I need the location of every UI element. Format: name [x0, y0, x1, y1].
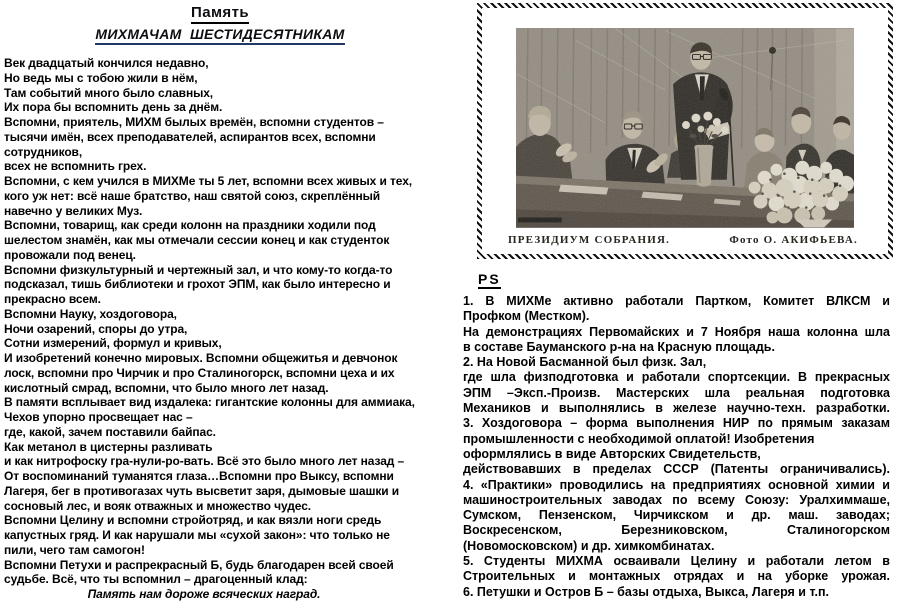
ps-line: (Новомосковском) и др. химкомбинатах.	[463, 538, 715, 553]
ps-line: Профком (Местком).	[463, 309, 590, 324]
poem-section	[4, 4, 474, 602]
ps-line: ЭПМ –Эксп.-Произв. Мастерских шла реальная подготовка	[463, 385, 890, 400]
poem-line: Век двадцатый кончился недавно,	[4, 56, 209, 70]
poem-line: прекрасно всем.	[4, 292, 101, 306]
photo-frame	[477, 3, 893, 259]
ps-line: Механиков и выполнялись в железе научно-техн. разработки.	[463, 401, 890, 416]
ps-line: 4. «Практики» проводились на предприятиях основной химии и	[463, 477, 890, 492]
poem-line: Вспомни Науку, хоздоговора,	[4, 306, 177, 321]
poem-line: тысячи имён, всех преподавателей, аспирантов всех, вспомни	[4, 129, 376, 144]
photo-caption: ПРЕЗИДИУМ СОБРАНИЯ.	[508, 234, 671, 246]
ps-line: Строительных и монтажных отрядах и на уборке урожая.	[463, 569, 890, 584]
ps-line: оформлялись в виде Авторских Свидетельств,	[463, 446, 761, 461]
poem-body	[4, 56, 474, 602]
poem-line: пили, чего там самогон!	[4, 542, 145, 557]
ps-line: 2. На Новой Басманной был физк. Зал,	[463, 355, 707, 370]
poem-line: Вспомни Целину и вспомни стройотряд, и как вязли ноги средь	[4, 513, 382, 528]
ps-line: промышленности с необходимой оплатой! Изобретения	[463, 431, 815, 446]
poem-line: Их пора бы вспомнить день за днём.	[4, 100, 223, 115]
poem-line: Вспомни Петухи и распрекрасный Б, будь благодарен всей своей	[4, 557, 394, 572]
ps-line: 6. Петушки и Остров Б – базы отдыха, Выкса, Лагеря и т.п.	[463, 584, 829, 599]
presidium-photo-art	[516, 28, 854, 228]
ps-line: действовавших в пределах СССР (Патенты ограничивались).	[463, 462, 890, 477]
ps-line: 5. Студенты МИХМА осваивали Целину и работали летом в	[463, 554, 890, 569]
ps-heading: PS	[478, 271, 501, 287]
photo-credit: Фото О. АКИФЬЕВА.	[729, 234, 858, 246]
ps-line: машиностроительных заводах по всему Союзу: Уралхиммаше,	[463, 492, 890, 507]
poem-line: судьбе. Всё, что ты вспомнил – драгоценный клад:	[4, 572, 308, 587]
page-title: Память	[191, 4, 249, 24]
presidium-photo	[516, 28, 854, 228]
ps-line: На демонстрациях Первомайских и 7 Ноября наша колонна шла	[463, 324, 890, 339]
poem-line: всех не вспомнить грех.	[4, 159, 147, 174]
poem-line: От воспоминаний туманятся глаза…Вспомни про Выксу, вспомни	[4, 469, 394, 483]
ps-line: где шла физподготовка и работали спортсекции. В прекрасных	[463, 370, 890, 385]
poem-line: Вспомни, приятель, МИХМ былых времён, вспомни студентов –	[4, 115, 384, 129]
ps-line: 3. Хоздоговора – форма выполнения НИР по прямым заказам	[463, 416, 890, 431]
poem-line: И изобретений конечно мировых. Вспомни общежитья и девчонок	[4, 351, 398, 365]
poem-line: Как метанол в цистерны разливать	[4, 439, 213, 454]
ps-section	[463, 271, 890, 600]
poem-line: лоск, вспомни про Чирчик и про Сталиногорск, вспомни цеха и их	[4, 365, 395, 380]
poem-line: где, какой, зачем поставили байпас.	[4, 424, 216, 439]
ps-line: Воскресенском, Березниковском, Сталиногорском	[463, 523, 890, 538]
poem-line: сосновый лес, и вояк отважных и множество чудес.	[4, 498, 312, 513]
poem-line: Но ведь мы с тобою жили в нём,	[4, 70, 198, 85]
poem-subtitle: МИХМАЧАМ ШЕСТИДЕСЯТНИКАМ	[95, 26, 344, 45]
poem-line: кислотный смрад, вспомни, что было много лет назад.	[4, 380, 329, 395]
poem-line: Лагеря, бег в противогазах чуть высветит заря, дымовые шашки и	[4, 483, 400, 498]
poem-line: провожали под венец.	[4, 247, 136, 262]
poem-header	[4, 4, 436, 45]
poem-line: Память нам дороже всяческих наград.	[87, 587, 321, 601]
poem-line: сотрудников,	[4, 144, 83, 159]
ps-line: 1. В МИХМе активно работали Партком, Комитет ВЛКСМ и	[463, 294, 890, 308]
poem-line: шелестом знамён, как мы отмечали сессии конец и как студенток	[4, 233, 390, 247]
ps-body	[463, 294, 890, 600]
ps-line: Сумском, Пензенском, Чирчикском и др. маш. заводах;	[463, 508, 890, 523]
poem-line: навечно у великих Муз.	[4, 203, 143, 218]
poem-line: В памяти всплывает вид издалека: гигантские колонны для аммиака,	[4, 395, 415, 410]
poem-line: Вспомни, товарищ, как среди колонн на праздники ходили под	[4, 218, 376, 233]
poem-line: кого уж нет: всё наше братство, наш святой союз, скреплённый	[4, 188, 381, 203]
poem-line: Там событий много было славных,	[4, 85, 214, 100]
poem-line: подсказал, тишь библиотеки и грохот ЭПМ, как было интересно и	[4, 277, 391, 292]
photo-caption-row	[482, 228, 888, 246]
poem-line: Чехов упорно просвещает нас –	[4, 410, 193, 424]
poem-line: Вспомни, с кем учился в МИХМе ты 5 лет, вспомни всех живых и тех,	[4, 174, 413, 188]
poem-line: Сотни измерений, формул и кривых,	[4, 336, 222, 351]
poem-line: капустных гряд. И как нарушали мы «сухой закон»: что только не	[4, 528, 390, 542]
poem-line: Вспомни физкультурный и чертежный зал, и что кому-то когда-то	[4, 262, 393, 277]
poem-line: и как нитрофоску гра-нули-ро-вать. Всё это было много лет назад –	[4, 454, 405, 469]
poem-subtitle-row	[4, 26, 436, 45]
poem-line: Ночи озарений, споры до утра,	[4, 321, 188, 336]
ps-line: в составе Бауманского р-на на Красную площадь.	[463, 339, 775, 354]
